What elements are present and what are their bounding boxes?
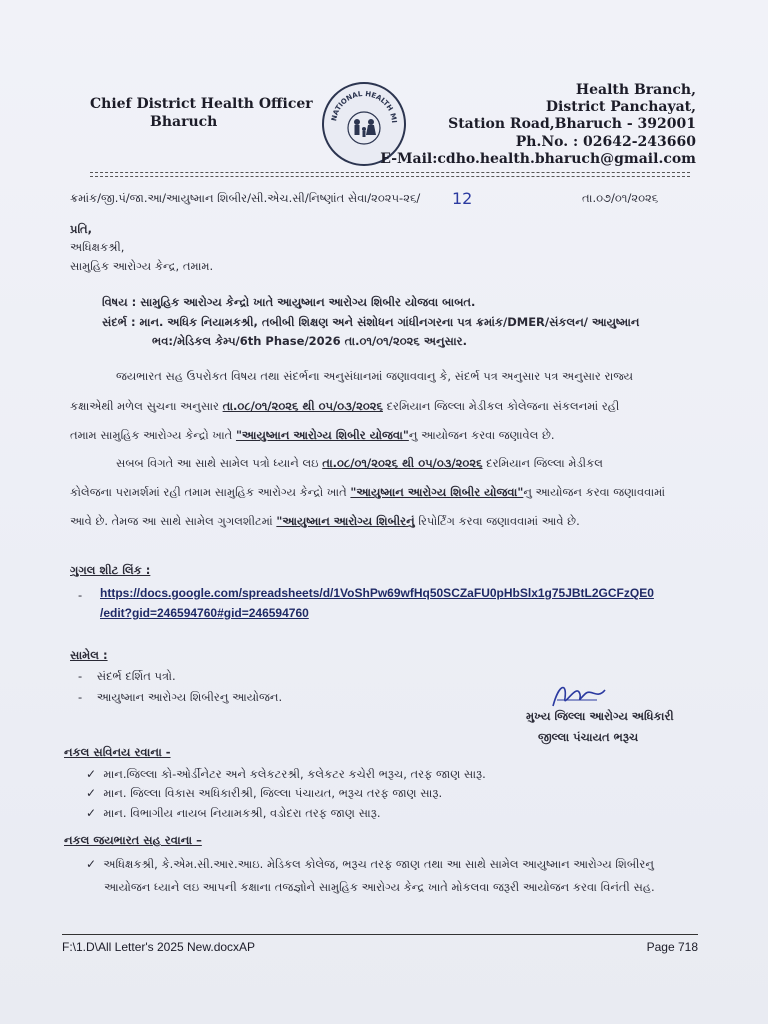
signatory-title: મુખ્ય જિલ્લા આરોગ્ય અધિકારી: [526, 709, 674, 723]
recipient-prefix: પ્રતિ,: [70, 222, 93, 236]
header-divider-2: [90, 176, 690, 177]
body-text: સબબ વિગતે આ સાથે સામેલ પત્રો ધ્યાને લઇ: [116, 456, 323, 470]
check-icon: ✓: [86, 806, 97, 820]
copy-greeting-heading: નકલ જયભારત સહ રવાના –: [64, 833, 202, 847]
copy-item-text: માન.જિલ્લા કો-ઓર્ડીનેટર અને કલેકટરશ્રી, કલેકટર કચેરી ભરૂચ, તરફ જાણ સારૂ.: [103, 767, 486, 781]
body-text: દરમિયાન જિલ્લા મેડીકલ: [482, 456, 603, 470]
letter-date: તા.૦૭/૦૧/૨૦૨૬: [582, 191, 659, 205]
phone-line: Ph.No. : 02642-243660: [515, 134, 696, 150]
body-text: દરમિયાન જિલ્લા મેડીકલ કોલેજના સંકલનમાં રહી: [382, 399, 620, 413]
email-line: E-Mail:cdho.health.bharuch@gmail.com: [380, 151, 696, 167]
recipient-title: અધિક્ષકશ્રી,: [70, 240, 125, 254]
list-bullet: -: [78, 588, 83, 602]
body-p1-line1: જયભારત સહ ઉપરોકત વિષય તથા સંદર્ભના અનુસંધાનમાં જણાવવાનુ કે, સંદર્ભ પત્ર અનુસાર પત્ર અનુસાર રાજ્ય: [116, 369, 634, 383]
body-p1-line3: [70, 428, 555, 443]
branch-name: Health Branch,: [575, 82, 696, 98]
svg-text:NATIONAL HEALTH MISSION: [324, 84, 398, 123]
body-text: નુ આયોજન કરવા જણાવેલ છે.: [408, 428, 555, 442]
body-text: રિપોર્ટિંગ કરવા જણાવવામાં આવે છે.: [414, 514, 580, 528]
check-icon: ✓: [86, 767, 97, 781]
letter-reference: ક્રમાંક/જી.પં/જા.આ/આયુષ્માન શિબીર/સી.એચ.સી/નિષ્ણાંત સેવા/૨૦૨૫-૨૬/: [70, 191, 421, 205]
body-p2-line2: [70, 485, 665, 500]
body-text: કોલેજના પરામર્શમાં રહી તમામ સામુહિક આરોગ્ય કેન્દ્રો ખાતે: [70, 485, 351, 499]
date-range: તા.૦૮/૦૧/૨૦૨૬ થી ૦૫/૦૩/૨૦૨૬: [222, 399, 383, 413]
body-text: આવે છે. તેમજ આ સાથે સામેલ ગુગલશીટમાં: [70, 514, 277, 528]
enclosure-item: - સંદર્ભ દર્શિત પત્રો.: [78, 669, 176, 683]
scheme-name: "આયુષ્માન આરોગ્ય શિબીરનું: [276, 514, 415, 528]
reference-line-2: ભવ:/મેડિકલ કેમ્પ/6th Phase/2026 તા.૦૧/૦૧/૨૦૨૬ અનુસાર.: [152, 334, 467, 348]
copy-greeting-item: [86, 857, 654, 872]
address-line: Station Road,Bharuch - 392001: [448, 116, 696, 132]
body-text: કક્ષાએથી મળેલ સુચના અનુસાર: [70, 399, 223, 413]
copy-greeting-text: અધિક્ષકશ્રી, કે.એમ.સી.આર.આઇ. મેડિકલ કોલેજ, ભરૂચ તરફ જાણ તથા આ સાથે સામેલ આયુષ્માન આરોગ્ય શિબીરનુ: [103, 857, 654, 871]
google-sheet-link-cont[interactable]: /edit?gid=246594760#gid=246594760: [100, 606, 309, 620]
copy-greeting-item-cont: આયોજન ધ્યાને લઇ આપની કક્ષાના તજજ્ઞોને સામુહિક આરોગ્ય કેન્દ્ર ખાતે મોકલવા જરૂરી આયોજન કરવા વિનંતી સહ.: [104, 880, 655, 894]
body-text: તમામ સામુહિક આરોગ્ય કેન્દ્રો ખાતે: [70, 428, 236, 442]
enclosure-item: - આયુષ્માન આરોગ્ય શિબીરનુ આયોજન.: [78, 690, 283, 704]
signatory-office: જીલ્લા પંચાયત ભરૂચ: [538, 730, 639, 744]
handwritten-number: 12: [452, 189, 473, 208]
copy-item-text: માન. વિભાગીય નાયબ નિયામકશ્રી, વડોદરા તરફ જાણ સારૂ.: [103, 806, 381, 820]
footer-divider: [62, 934, 698, 935]
copy-respect-heading: નકલ સવિનય રવાના -: [64, 745, 171, 759]
check-icon: ✓: [86, 857, 97, 871]
header-divider: [90, 172, 690, 173]
scheme-name: "આયુષ્માન આરોગ્ય શિબીર યોજવા": [350, 485, 524, 499]
office-city: Bharuch: [150, 114, 218, 130]
subject-line: વિષય : સામુહિક આરોગ્ય કેન્દ્રો ખાતે આયુષ્માન આરોગ્ય શિબીર યોજવા બાબત.: [102, 295, 476, 309]
google-sheet-link[interactable]: https://docs.google.com/spreadsheets/d/1VoShPw69wfHq50SCZaFU0pHbSlx1g75JBtL2GCFzQE0: [100, 586, 654, 600]
footer-file-path: F:\1.D\All Letter's 2025 New.docxAP: [62, 940, 256, 954]
scheme-name: "આયુષ્માન આરોગ્ય શિબીર યોજવા": [235, 428, 409, 442]
body-p1-line2: [70, 399, 619, 414]
enclosures-heading: સામેલ :: [70, 648, 108, 662]
google-sheet-heading: ગુગલ શીટ લિંક :: [70, 563, 151, 577]
check-icon: ✓: [86, 786, 97, 800]
body-p2-line3: [70, 514, 580, 529]
panchayat-name: District Panchayat,: [545, 99, 696, 115]
body-text: નુ આયોજન કરવા જણાવવામાં: [523, 485, 666, 499]
copy-item: [86, 786, 442, 801]
logo-text: NATIONAL HEALTH MI: [330, 89, 399, 124]
enclosure-text: સંદર્ભ દર્શિત પત્રો.: [96, 669, 176, 683]
date-range: તા.૦૮/૦૧/૨૦૨૬ થી ૦૫/૦૩/૨૦૨૬: [322, 456, 483, 470]
footer-page-number: Page 718: [646, 940, 698, 954]
enclosure-text: આયુષ્માન આરોગ્ય શિબીરનુ આયોજન.: [96, 690, 283, 704]
copy-item: [86, 806, 380, 821]
recipient-org: સામુહિક આરોગ્ય કેન્દ્ર, તમામ.: [70, 259, 214, 273]
reference-line: સંદર્ભ : માન. અધિક નિયામકશ્રી, તબીબી શિક્ષણ અને સંશોધન ગાંધીનગરના પત્ર ક્રમાંક/DMER/સંકલન/ આયુષ્માન: [102, 315, 640, 329]
office-title: Chief District Health Officer: [90, 96, 313, 112]
copy-item-text: માન. જિલ્લા વિકાસ અધિકારીશ્રી, જિલ્લા પંચાયત, ભરૂચ તરફ જાણ સારૂ.: [103, 786, 443, 800]
body-p2-line1: [116, 456, 603, 471]
copy-item: [86, 767, 486, 782]
